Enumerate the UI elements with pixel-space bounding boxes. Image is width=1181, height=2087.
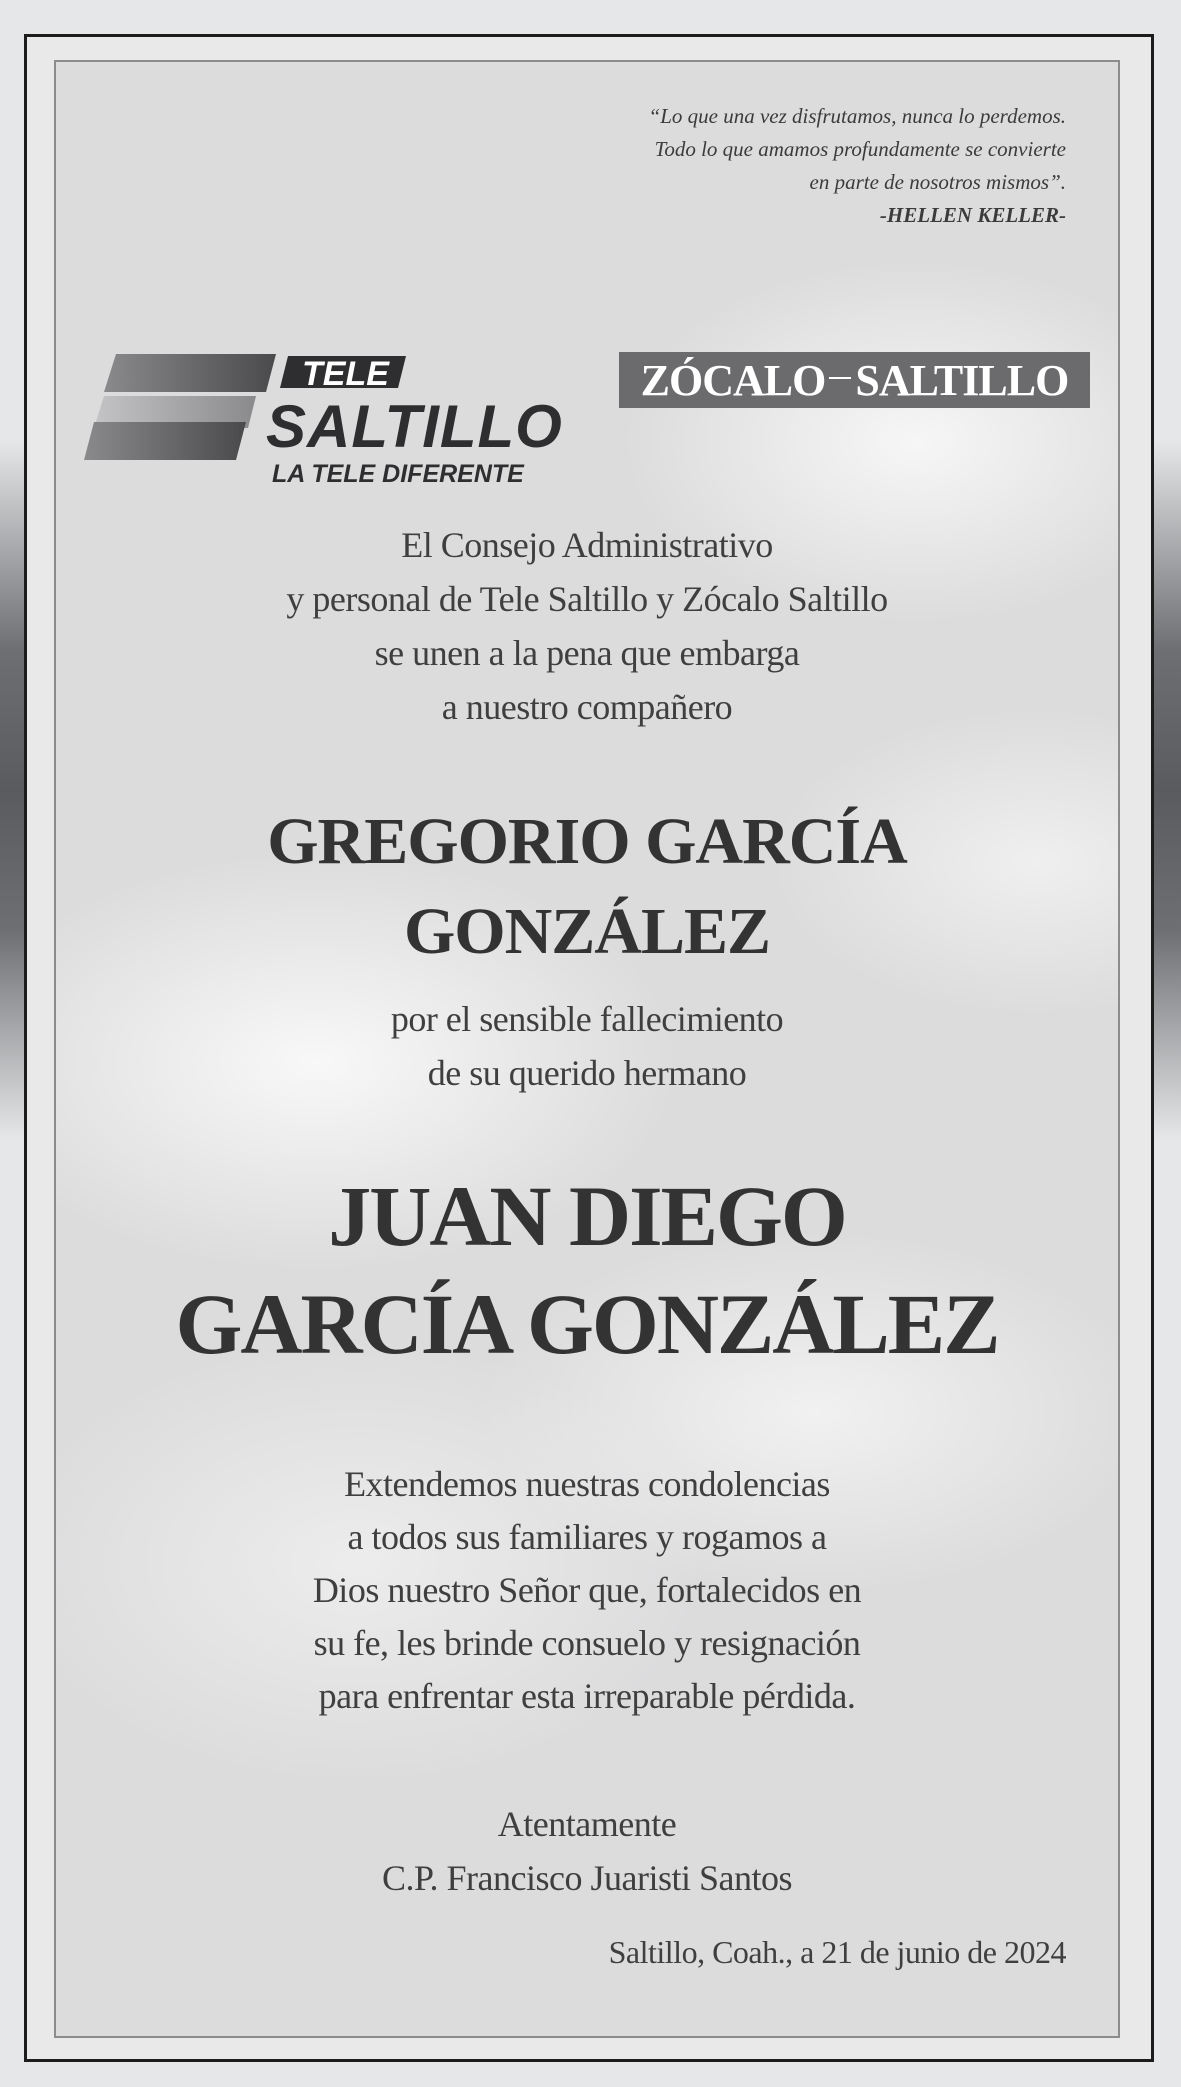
closing-word: Atentamente — [497, 1804, 677, 1844]
condolence-line: a todos sus familiares y rogamos a — [347, 1517, 827, 1557]
condolence-line: Dios nuestro Señor que, fortalecidos en — [312, 1570, 862, 1610]
deceased-name — [56, 1162, 1118, 1378]
relation-text — [56, 992, 1118, 1100]
right-decorative-band — [1151, 440, 1181, 1140]
intro-paragraph — [56, 518, 1118, 734]
zocalo-word: ZÓCALO — [640, 355, 826, 405]
quote-line: “Lo que una vez disfrutamos, nunca lo perdemos. — [648, 104, 1066, 128]
condolence-paragraph — [56, 1458, 1118, 1723]
saltillo-word: SALTILLO — [266, 393, 563, 460]
compass-divider-icon — [829, 377, 851, 379]
colleague-name-line: GONZÁLEZ — [403, 895, 771, 968]
epigraph-quote — [446, 100, 1066, 232]
obituary-panel — [54, 60, 1120, 2038]
intro-line: y personal de Tele Saltillo y Zócalo Saltillo — [286, 579, 888, 619]
zocalo-saltillo-logo — [619, 352, 1090, 408]
colleague-name-line: GREGORIO GARCÍA — [267, 805, 907, 878]
deceased-name-line: GARCÍA GONZÁLEZ — [175, 1276, 999, 1372]
intro-line: a nuestro compañero — [441, 687, 733, 727]
quote-line: Todo lo que amamos profundamente se convierte — [654, 137, 1066, 161]
intro-line: se unen a la pena que embarga — [374, 633, 800, 673]
quote-author: -HELLEN KELLER- — [879, 203, 1066, 227]
relation-line: de su querido hermano — [427, 1053, 747, 1093]
deceased-name-line: JUAN DIEGO — [328, 1168, 846, 1264]
tele-tagline: LA TELE DIFERENTE — [272, 460, 524, 488]
dateline: Saltillo, Coah., a 21 de junio de 2024 — [608, 1934, 1066, 1970]
condolence-line: su fe, les brinde consuelo y resignación — [313, 1623, 861, 1663]
colleague-name — [56, 797, 1118, 977]
signature-block — [56, 1797, 1118, 1905]
intro-line: El Consejo Administrativo — [401, 525, 773, 565]
zocalo-saltillo-word: SALTILLO — [855, 355, 1069, 405]
relation-line: por el sensible fallecimiento — [390, 999, 784, 1039]
condolence-line: para enfrentar esta irreparable pérdida. — [318, 1676, 856, 1716]
tele-saltillo-logo — [76, 292, 576, 488]
tele-word: TELE — [302, 355, 389, 393]
signatory-name: C.P. Francisco Juaristi Santos — [381, 1858, 792, 1898]
condolence-line: Extendemos nuestras condolencias — [344, 1464, 830, 1504]
quote-line: en parte de nosotros mismos”. — [809, 170, 1066, 194]
s-mark-icon — [84, 354, 276, 460]
